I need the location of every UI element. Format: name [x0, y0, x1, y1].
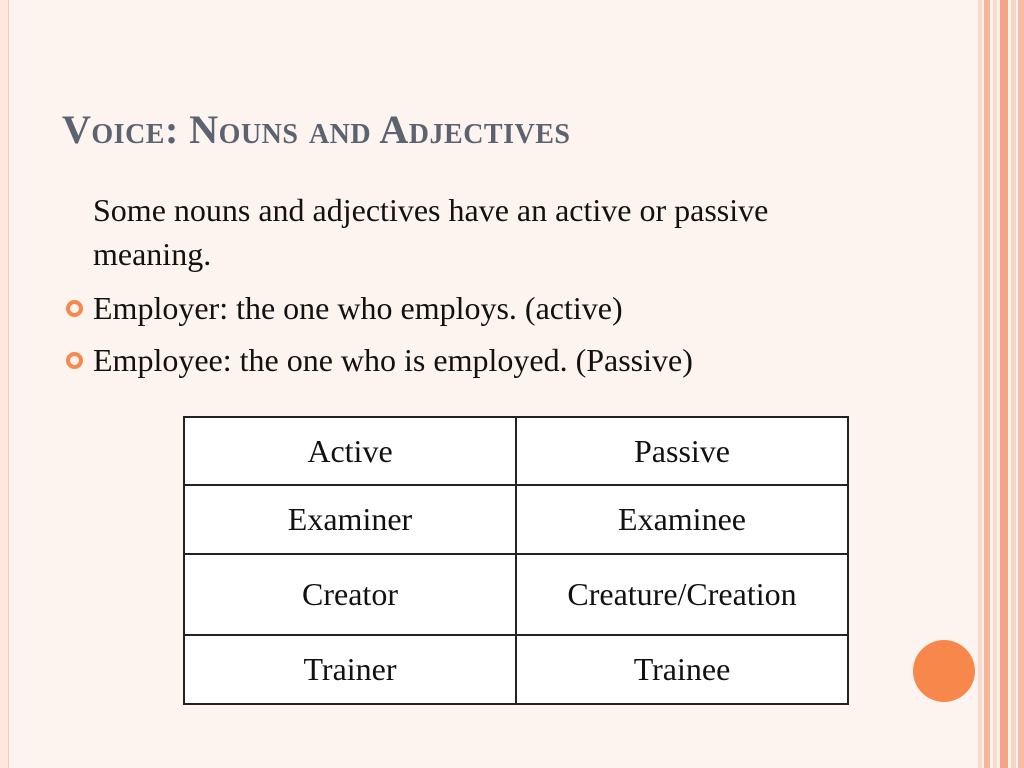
table-cell: Examiner	[184, 485, 516, 554]
table-header-row	[184, 417, 848, 485]
bullet-text: Employer: the one who employs. (active)	[93, 290, 623, 326]
table-row	[184, 554, 848, 635]
table-cell: Trainer	[184, 635, 516, 704]
table-cell: Creature/Creation	[516, 554, 848, 635]
intro-paragraph: Some nouns and adjectives have an active or passive meaning.	[93, 192, 769, 272]
bullet-circle-icon	[66, 300, 83, 317]
table-header-active: Active	[184, 417, 516, 485]
table-header-passive: Passive	[516, 417, 848, 485]
right-stripe-decoration	[978, 0, 1024, 768]
orange-circle-decoration	[913, 640, 975, 702]
table-cell: Examinee	[516, 485, 848, 554]
bullet-text: Employee: the one who is employed. (Passive)	[93, 342, 693, 378]
table-row	[184, 485, 848, 554]
left-border-decoration	[0, 0, 9, 768]
voice-table	[183, 416, 849, 705]
table-cell: Trainee	[516, 635, 848, 704]
bullet-circle-icon	[66, 352, 83, 369]
table-cell: Creator	[184, 554, 516, 635]
table-row	[184, 635, 848, 704]
slide-title: Voice: Nouns and Adjectives	[62, 107, 571, 152]
